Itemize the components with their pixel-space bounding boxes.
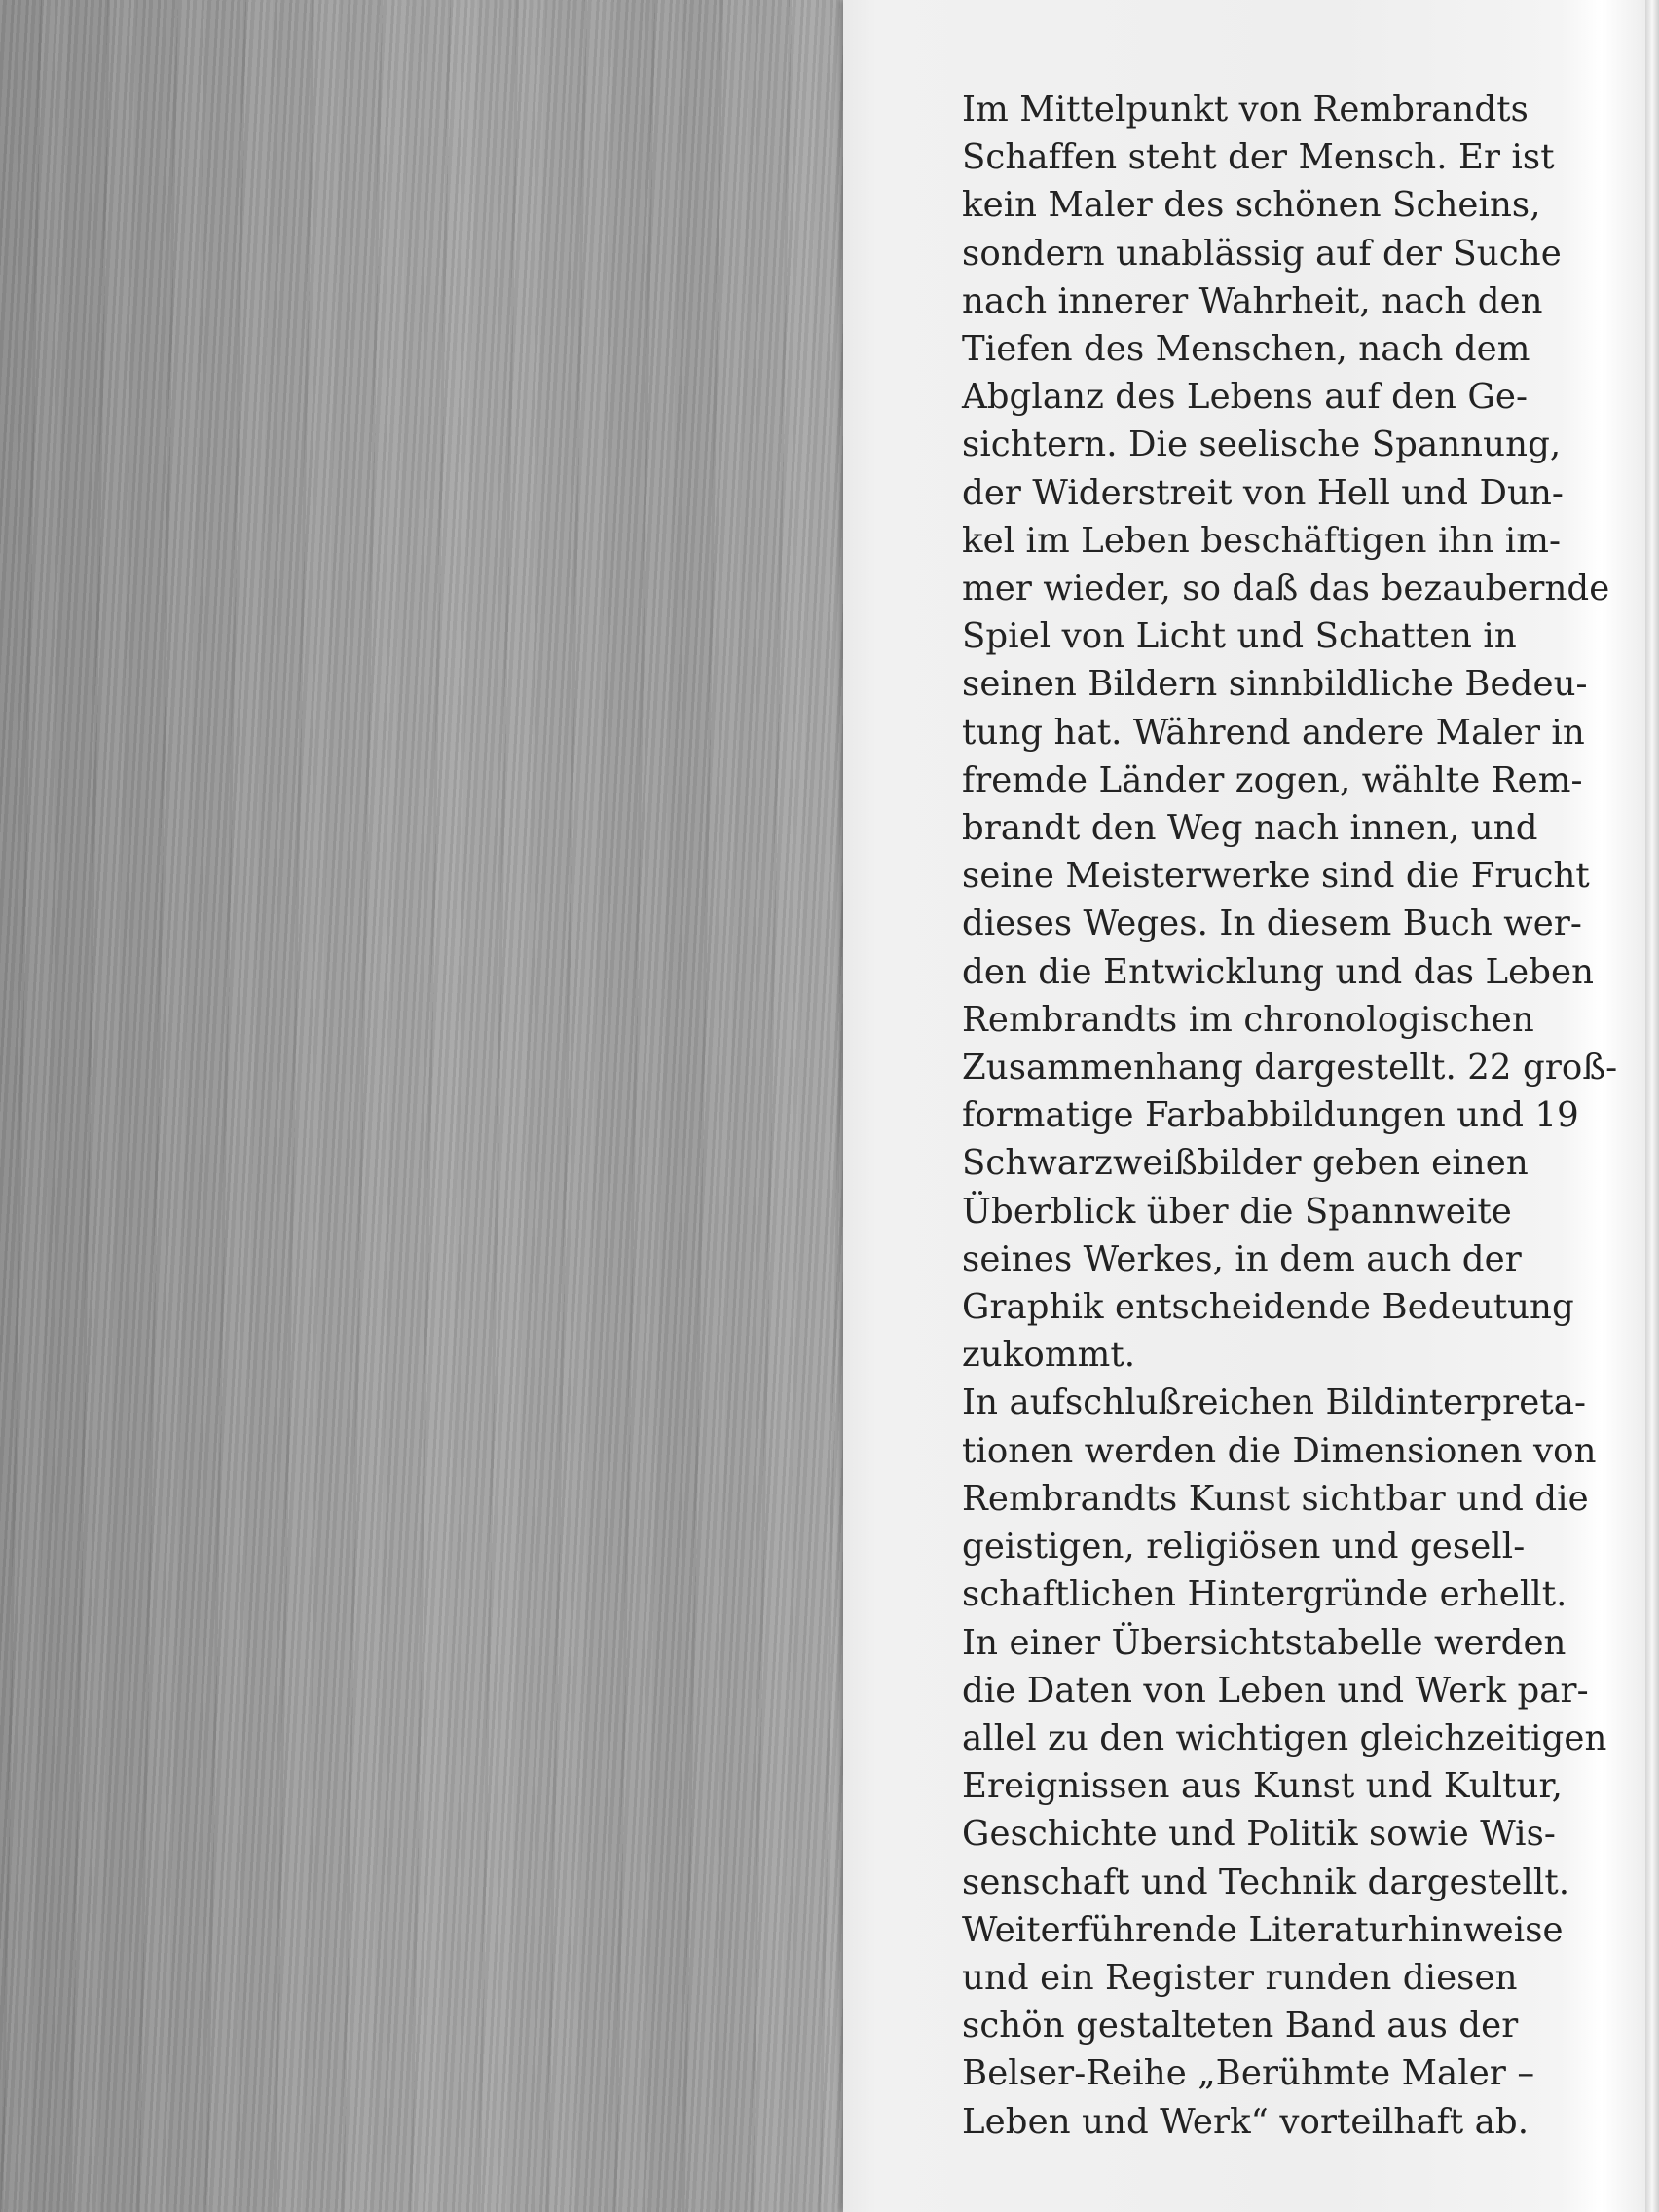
blurb-line: nach innerer Wahrheit, nach den: [962, 280, 1543, 321]
blurb-line: Schwarzweißbilder geben einen: [962, 1143, 1529, 1184]
blurb-line: kein Maler des schönen Scheins,: [962, 185, 1541, 226]
blurb-line: die Daten von Leben und Werk par-: [962, 1670, 1589, 1711]
blurb-line: Weiterführende Literaturhinweise: [962, 1909, 1564, 1950]
blurb-line: seinen Bildern sinnbildliche Bedeu-: [962, 664, 1588, 705]
blurb-line: den die Entwicklung und das Leben: [962, 951, 1595, 992]
blurb-line: seines Werkes, in dem auch der: [962, 1238, 1522, 1279]
blurb-line: und ein Register runden diesen: [962, 1957, 1518, 1998]
blurb-line: der Widerstreit von Hell und Dun-: [962, 472, 1565, 513]
book-cover-edge: [1645, 0, 1659, 2212]
cover-blurb-text: [962, 86, 1634, 2146]
blurb-line: Im Mittelpunkt von Rembrandts: [962, 90, 1529, 129]
blurb-line: seine Meisterwerke sind die Frucht: [962, 856, 1590, 897]
blurb-line: Spiel von Licht und Schatten in: [962, 616, 1517, 657]
blurb-line: mer wieder, so daß das bezaubernde: [962, 569, 1610, 609]
blurb-line: Leben und Werk“ vorteilhaft ab.: [962, 2101, 1530, 2142]
blurb-line: tung hat. Während andere Maler in: [962, 712, 1585, 753]
blurb-line: Abglanz des Lebens auf den Ge-: [962, 377, 1529, 418]
blurb-line: dieses Weges. In diesem Buch wer-: [962, 903, 1583, 944]
blurb-line: schaftlichen Hintergründe erhellt.: [962, 1574, 1567, 1615]
blurb-line: Überblick über die Spannweite: [962, 1191, 1512, 1232]
blurb-line: Rembrandts im chronologischen: [962, 999, 1534, 1040]
blurb-line: Belser-Reihe „Berühmte Maler –: [962, 2053, 1535, 2094]
blurb-line: Ereignissen aus Kunst und Kultur,: [962, 1766, 1564, 1807]
blurb-line: Geschichte und Politik sowie Wis-: [962, 1814, 1557, 1855]
blurb-line: Tiefen des Menschen, nach dem: [962, 329, 1530, 370]
blurb-line: brandt den Weg nach innen, und: [962, 808, 1538, 849]
blurb-line: kel im Leben beschäftigen ihn im-: [962, 520, 1562, 561]
blurb-line: Rembrandts Kunst sichtbar und die: [962, 1478, 1589, 1519]
blurb-line: Schaffen steht der Mensch. Er ist: [962, 137, 1555, 178]
blurb-line: Zusammenhang dargestellt. 22 groß-: [962, 1048, 1618, 1088]
blurb-line: senschaft und Technik dargestellt.: [962, 1862, 1570, 1902]
blurb-line: geistigen, religiösen und gesell-: [962, 1527, 1526, 1567]
blurb-line: formatige Farbabbildungen und 19: [962, 1095, 1579, 1136]
blurb-line: tionen werden die Dimensionen von: [962, 1430, 1597, 1471]
blurb-line: sondern unablässig auf der Suche: [962, 233, 1562, 274]
blurb-line: fremde Länder zogen, wählte Rem-: [962, 759, 1583, 800]
blurb-line: zukommt.: [962, 1335, 1136, 1376]
blurb-line: In einer Übersichtstabelle werden: [962, 1622, 1567, 1663]
blurb-line: In aufschlußreichen Bildinterpreta-: [962, 1382, 1587, 1423]
blurb-line: sichtern. Die seelische Spannung,: [962, 424, 1562, 465]
blurb-line: allel zu den wichtigen gleichzeitigen: [962, 1717, 1607, 1758]
blurb-line: Graphik entscheidende Bedeutung: [962, 1287, 1574, 1328]
blurb-line: schön gestalteten Band aus der: [962, 2006, 1519, 2046]
